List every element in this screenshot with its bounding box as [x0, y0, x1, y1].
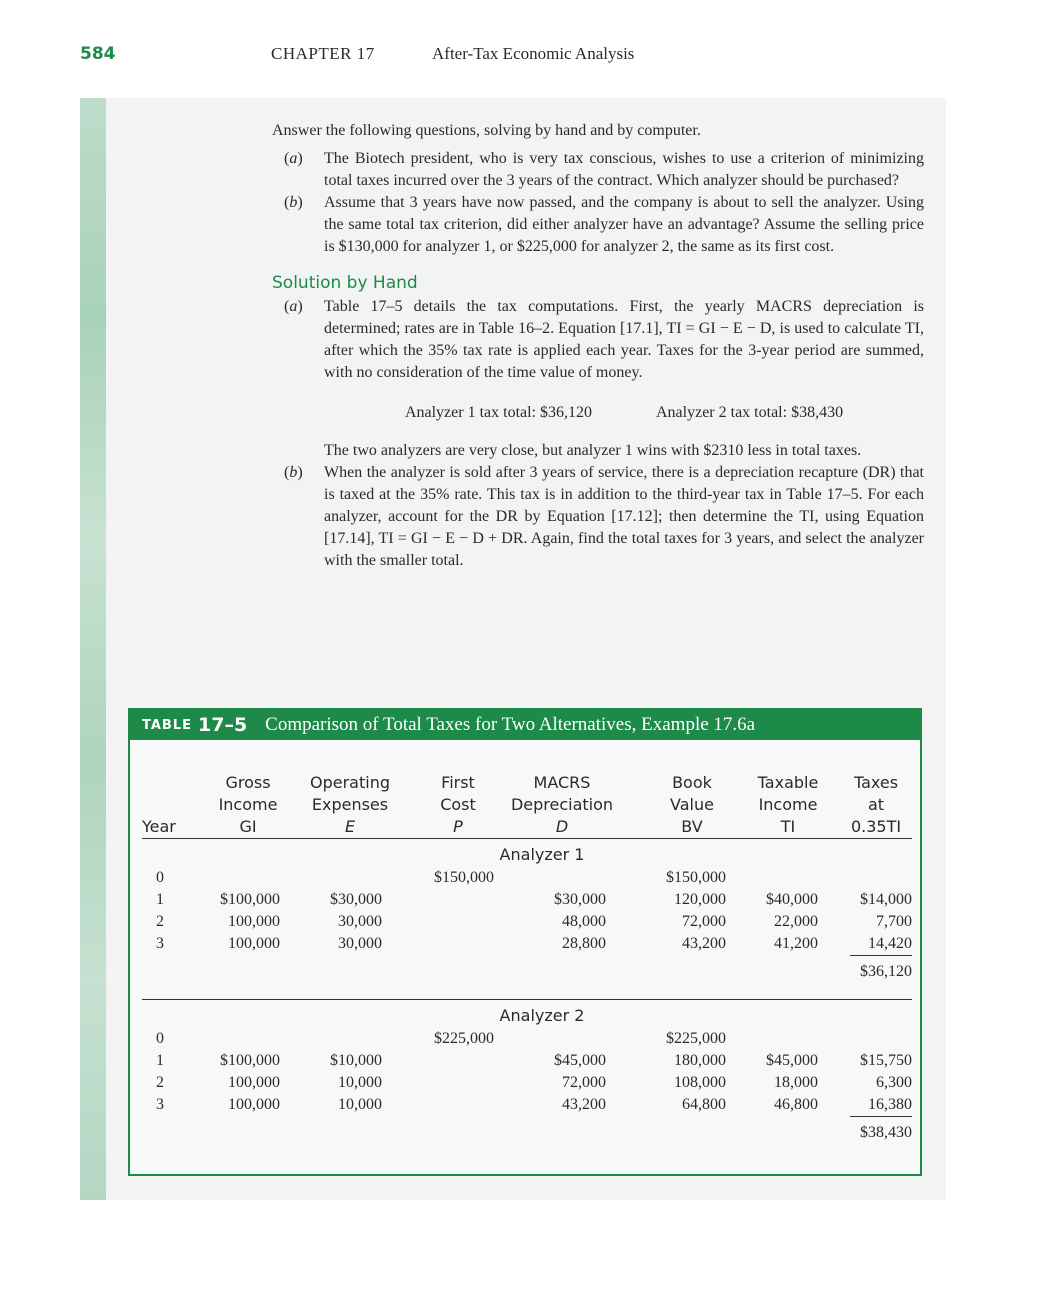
cell-year: 3: [156, 935, 164, 952]
total-row: [142, 1122, 912, 1144]
tax-totals: [324, 402, 924, 424]
cell-tax: 16,380: [850, 1094, 912, 1117]
col-header-taxable-income: Taxable Income TI: [757, 773, 819, 836]
cell-ti: $40,000: [766, 891, 818, 908]
table-row: [142, 1028, 912, 1050]
decorative-margin-strip: [80, 98, 106, 1200]
col-header-taxes: Taxes at 0.35TI: [850, 773, 902, 836]
cell-gi: 100,000: [228, 913, 280, 930]
cell-bv: $225,000: [666, 1030, 726, 1047]
page-header: [0, 40, 1040, 70]
total-row: [142, 961, 912, 983]
col-header-first-cost: First Cost P: [440, 773, 476, 836]
col-header-year: Year: [142, 817, 176, 836]
table-body: [142, 843, 912, 1144]
cell-tax: 7,700: [876, 913, 912, 930]
cell-e: $30,000: [330, 891, 382, 908]
table-row: [142, 911, 912, 933]
cell-e: 10,000: [338, 1096, 382, 1113]
solution-a-label: (a): [284, 298, 303, 315]
cell-ti: 22,000: [774, 913, 818, 930]
cell-e: 30,000: [338, 913, 382, 930]
question-b-label: (b): [284, 194, 303, 211]
cell-d: $45,000: [554, 1052, 606, 1069]
table-header: [142, 766, 912, 838]
col-header-gross-income: Gross Income GI: [218, 773, 278, 836]
cell-year: 1: [156, 891, 164, 908]
cell-gi: $100,000: [220, 1052, 280, 1069]
solution-b-text: When the analyzer is sold after 3 years of service, there is a depreciation recapture (DR) that is taxed at the 35% rate. This tax is in addition to the third-year tax in Table 17–5. For each analyzer, account for the DR by Equation [17.12]; then determine the TI, using Equation [17.14], TI = GI − E − D + DR. Again, find the total taxes for 3 years, and select the analyzer with the smaller total.: [324, 464, 924, 569]
cell-d: 28,800: [562, 935, 606, 952]
example-content: [272, 120, 924, 572]
question-b: [272, 192, 924, 258]
cell-d: 72,000: [562, 1074, 606, 1091]
cell-gi: 100,000: [228, 935, 280, 952]
table-section-analyzer-2: [142, 999, 912, 1144]
cell-p: $225,000: [434, 1030, 494, 1047]
header-rule: [142, 838, 912, 839]
cell-tax: 6,300: [876, 1074, 912, 1091]
tax-table: [142, 766, 912, 1144]
table-row: [142, 1094, 912, 1116]
col-header-book-value: Book Value BV: [670, 773, 714, 836]
cell-d: 43,200: [562, 1096, 606, 1113]
question-a-text: The Biotech president, who is very tax conscious, wishes to use a criterion of minimizing total taxes incurred over the 3 years of the contract. Which analyzer should be purchased?: [324, 150, 924, 189]
solution-heading: Solution by Hand: [272, 273, 418, 293]
question-a: [272, 148, 924, 192]
table-title: Comparison of Total Taxes for Two Alternatives, Example 17.6a: [265, 714, 756, 735]
cell-ti: $45,000: [766, 1052, 818, 1069]
cell-total-taxes: $36,120: [860, 963, 912, 980]
cell-year: 3: [156, 1096, 164, 1113]
table-row: [142, 889, 912, 911]
col-header-operating-expenses: Operating Expenses E: [310, 773, 390, 836]
intro-text: Answer the following questions, solving by hand and by computer.: [272, 122, 701, 139]
cell-gi: 100,000: [228, 1074, 280, 1091]
solution-a-conclusion: The two analyzers are very close, but analyzer 1 wins with $2310 less in total taxes.: [324, 442, 862, 459]
section-label: Analyzer 2: [499, 1006, 585, 1025]
cell-bv: 180,000: [674, 1052, 726, 1069]
cell-bv: 120,000: [674, 891, 726, 908]
cell-bv: 64,800: [682, 1096, 726, 1113]
table-17-5: [128, 708, 922, 1176]
cell-ti: 41,200: [774, 935, 818, 952]
cell-year: 0: [156, 869, 164, 886]
cell-tax: $14,000: [860, 891, 912, 908]
cell-year: 2: [156, 1074, 164, 1091]
section-label: Analyzer 1: [499, 845, 585, 864]
solution-a: [272, 296, 924, 384]
cell-bv: 43,200: [682, 935, 726, 952]
analyzer-2-total: Analyzer 2 tax total: $38,430: [656, 404, 844, 421]
table-title-bar: [130, 710, 920, 740]
cell-bv: $150,000: [666, 869, 726, 886]
cell-p: $150,000: [434, 869, 494, 886]
cell-ti: 18,000: [774, 1074, 818, 1091]
question-a-label: (a): [284, 150, 303, 167]
page-number: 584: [80, 44, 116, 64]
cell-year: 1: [156, 1052, 164, 1069]
table-number: 17–5: [198, 714, 248, 736]
cell-total-taxes: $38,430: [860, 1124, 912, 1141]
table-row: [142, 933, 912, 955]
cell-e: 10,000: [338, 1074, 382, 1091]
cell-tax: 14,420: [850, 933, 912, 956]
solution-a-text: Table 17–5 details the tax computations. First, the yearly MACRS depreciation is determined; rates are in Table 16–2. Equation [17.1], TI = GI − E − D, is used to calculate TI, after which the 35% tax rate is applied each year. Taxes for the 3-year period are summed, with no consideration of the time value of money.: [324, 298, 924, 381]
cell-gi: $100,000: [220, 891, 280, 908]
table-row: [142, 867, 912, 889]
cell-d: $30,000: [554, 891, 606, 908]
question-b-text: Assume that 3 years have now passed, and the company is about to sell the analyzer. Using the same total tax criterion, did either analyzer have an advantage? Assume the selling price is $130,000 for analyzer 1, or $225,000 for analyzer 2, the same as its first cost.: [324, 194, 924, 255]
cell-e: $10,000: [330, 1052, 382, 1069]
table-section-analyzer-1: [142, 843, 912, 983]
cell-tax: $15,750: [860, 1052, 912, 1069]
table-row: [142, 1050, 912, 1072]
cell-gi: 100,000: [228, 1096, 280, 1113]
chapter-label: CHAPTER 17: [271, 44, 375, 63]
solution-b-label: (b): [284, 464, 303, 481]
cell-ti: 46,800: [774, 1096, 818, 1113]
table-row: [142, 1072, 912, 1094]
cell-year: 0: [156, 1030, 164, 1047]
analyzer-1-total: Analyzer 1 tax total: $36,120: [404, 404, 592, 421]
col-header-macrs-depreciation: MACRS Depreciation D: [510, 773, 614, 836]
cell-e: 30,000: [338, 935, 382, 952]
table-label: TABLE: [142, 717, 192, 733]
chapter-title: After-Tax Economic Analysis: [432, 44, 635, 63]
cell-year: 2: [156, 913, 164, 930]
cell-d: 48,000: [562, 913, 606, 930]
solution-b: [272, 462, 924, 572]
cell-bv: 72,000: [682, 913, 726, 930]
cell-bv: 108,000: [674, 1074, 726, 1091]
